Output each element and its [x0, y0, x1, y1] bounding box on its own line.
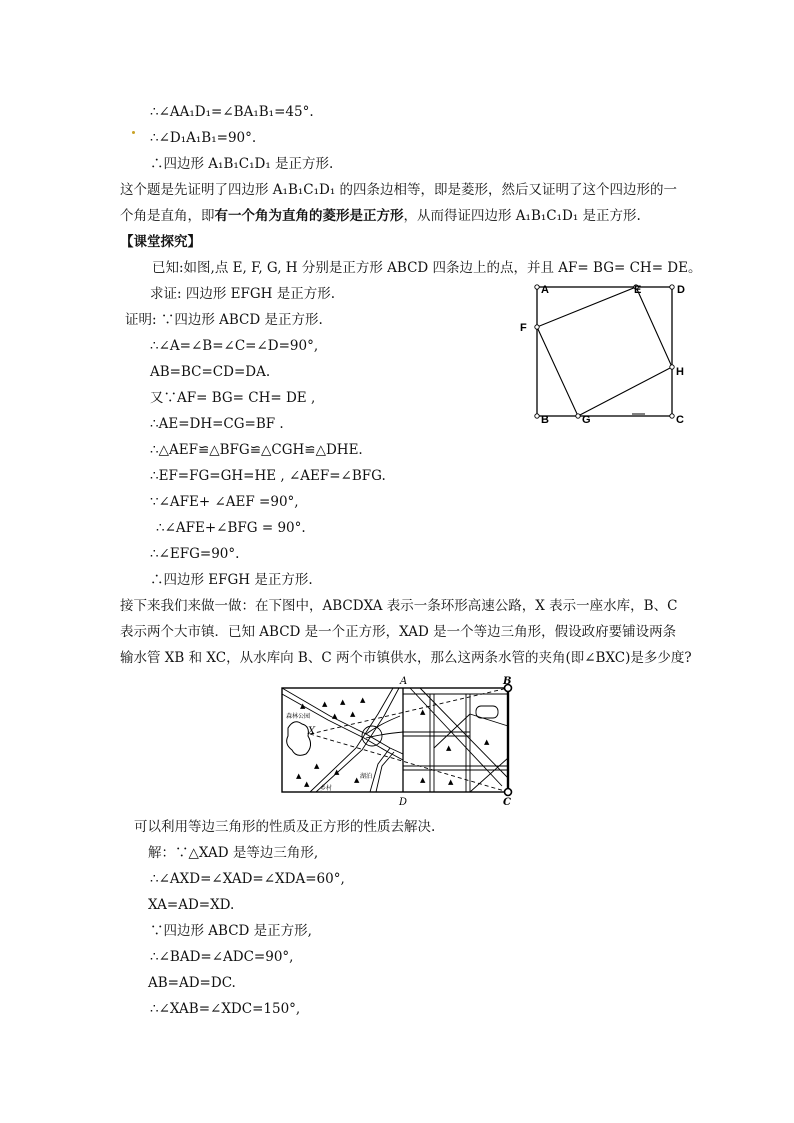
section-title: 【课堂探究】 [120, 234, 201, 250]
svg-text:▲: ▲ [446, 744, 452, 752]
label-f: F [520, 322, 527, 334]
point-c-marker [505, 789, 512, 796]
svg-text:▲: ▲ [354, 776, 360, 784]
label-b: B [541, 414, 549, 426]
paragraph-summary-line1: 这个题是先证明了四边形 A₁B₁C₁D₁ 的四条边相等，即是菱形，然后又证明了这个四边形的一 [120, 182, 678, 198]
svg-text:▲: ▲ [484, 738, 490, 746]
proof-step-8: ∴∠AFE+∠BFG = 90°. [156, 520, 306, 536]
solution-step-3: ∵四边形 ABCD 是正方形, [150, 923, 312, 939]
svg-text:▲: ▲ [334, 768, 340, 776]
svg-text:▲: ▲ [420, 776, 426, 784]
label-h: H [676, 366, 684, 378]
svg-text:▲: ▲ [332, 712, 338, 720]
square-efgh-figure [510, 275, 695, 430]
svg-text:▲: ▲ [322, 700, 328, 708]
point-a [535, 285, 539, 289]
label-map-c: C [503, 797, 511, 806]
hint-line: 可以利用等边三角形的性质及正方形的性质去解决. [134, 819, 436, 835]
label-a: A [541, 284, 549, 296]
proof-step-3: 又∵AF= BG= CH= DE , [150, 390, 316, 406]
solution-step-6: ∴∠XAB=∠XDC=150°, [150, 1001, 301, 1017]
label-map-a: A [400, 676, 408, 687]
summary-theorem: 有一个角为直角的菱形是正方形 [214, 208, 404, 224]
point-b [535, 414, 539, 418]
map-label-town: 乡村 [320, 785, 333, 792]
label-c: C [676, 414, 684, 426]
proof-start: 证明: ∵四边形 ABCD 是正方形. [125, 312, 323, 328]
proof-step-6: ∴EF=FG=GH=HE , ∠AEF=∠BFG. [150, 468, 386, 484]
point-c [670, 414, 674, 418]
proof-step-10: ∴四边形 EFGH 是正方形. [150, 572, 313, 588]
svg-text:▲: ▲ [300, 702, 306, 710]
square-efgh [537, 287, 672, 416]
step-angle-45: ∴∠AA₁D₁=∠BA₁B₁=45°. [150, 104, 314, 120]
solution-step-5: AB=AD=DC. [148, 975, 236, 991]
label-e: E [634, 284, 642, 296]
point-f [535, 325, 539, 329]
map-label-lake: 湖泊 [360, 773, 373, 780]
proof-step-9: ∴∠EFG=90°. [150, 546, 240, 562]
activity-line1: 接下来我们来做一做：在下图中，ABCDXA 表示一条环形高速公路，X 表示一座水库，B、C [120, 598, 678, 614]
svg-text:▲: ▲ [314, 762, 320, 770]
proof-step-4: ∴AE=DH=CG=BF . [150, 416, 284, 432]
label-d: D [677, 284, 685, 296]
summary-post: ，从而得证四边形 A₁B₁C₁D₁ 是正方形. [403, 208, 641, 224]
proof-step-5: ∴△AEF≌△BFG≌△CGH≌△DHE. [150, 442, 363, 458]
prove-statement: 求证: 四边形 EFGH 是正方形. [150, 286, 335, 302]
label-map-b: B [503, 676, 512, 687]
label-map-d: D [399, 797, 408, 806]
svg-text:▲: ▲ [304, 780, 310, 788]
svg-text:▲: ▲ [448, 778, 454, 786]
label-g: G [582, 414, 591, 426]
highway-map-figure [270, 674, 520, 806]
point-h [670, 365, 674, 369]
step-angle-90: ∴∠D₁A₁B₁=90°. [150, 130, 257, 146]
svg-text:▲: ▲ [360, 696, 366, 704]
map-label-forest: 森林公园 [286, 713, 311, 720]
activity-line2: 表示两个大市镇．已知 ABCD 是一个正方形，XAD 是一个等边三角形，假设政府要铺设两条 [120, 624, 677, 640]
proof-step-1: ∴∠A=∠B=∠C=∠D=90°, [150, 338, 319, 354]
summary-pre: 个角是直角，即 [120, 208, 215, 224]
label-map-x: X [308, 726, 316, 737]
proof-step-2: AB=BC=CD=DA. [150, 364, 271, 380]
svg-text:▲: ▲ [420, 708, 426, 716]
given-statement: 已知:如图,点 E, F, G, H 分别是正方形 ABCD 四条边上的点，并且 AF= BG= CH= DE。 [152, 260, 702, 276]
solution-step-2: XA=AD=XD. [148, 897, 235, 913]
point-d [670, 285, 674, 289]
map-frame [282, 688, 508, 792]
solution-step-4: ∴∠BAD=∠ADC=90°, [150, 949, 294, 965]
paragraph-summary-line2 [120, 207, 641, 225]
bullet-dot [132, 131, 135, 134]
point-g [576, 414, 580, 418]
solution-step-1: ∴∠AXD=∠XAD=∠XDA=60°, [150, 871, 345, 887]
solution-start: 解：∵△XAD 是等边三角形, [148, 845, 319, 861]
svg-text:▲: ▲ [340, 698, 346, 706]
svg-text:▲: ▲ [350, 710, 356, 718]
step-conclusion-square: ∴四边形 A₁B₁C₁D₁ 是正方形. [150, 156, 334, 172]
square-abcd [537, 287, 672, 416]
proof-step-7: ∵∠AFE+ ∠AEF =90°, [150, 494, 299, 510]
activity-line3: 输水管 XB 和 XC，从水库向 B、C 两个市镇供水，那么这两条水管的夹角(即∠BXC)是多少度? [120, 650, 692, 666]
svg-text:▲: ▲ [296, 772, 302, 780]
